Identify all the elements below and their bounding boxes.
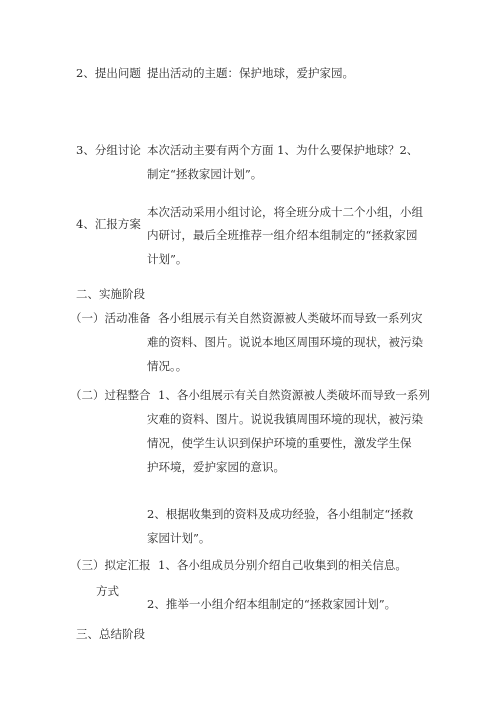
sub-text-line: 护环境，爱护家园的意识。	[147, 460, 285, 474]
item-text-line: 计划”。	[147, 252, 188, 266]
sub-text-line: 难的资料、图片。说说本地区周围环境的现状，被污染	[147, 335, 423, 349]
item-text-line: 本次活动主要有两个方面 1、为什么要保护地球？2、	[147, 143, 419, 157]
sub-label: （一）活动准备	[70, 311, 151, 325]
sub-label-continuation: 方式	[96, 584, 119, 598]
sub-text-line: 2、推举一小组介绍本组制定的“拯救家园计划”。	[147, 597, 397, 611]
item-text-line: 制定“拯救家园计划”。	[147, 167, 263, 181]
item-label: 4、汇报方案	[76, 217, 141, 231]
item-text-line: 内研讨，最后全班推荐一组介绍本组制定的“拯救家园	[147, 228, 418, 242]
item-text: 提出活动的主题：保护地球，爱护家园。	[147, 66, 354, 80]
sub-text-line: 2、根据收集到的资料及成功经验，各小组制定“拯救	[147, 507, 414, 521]
sub-text-line: 灾难的资料、图片。说说我镇周围环境的现状，被污染	[147, 412, 423, 426]
sub-text-line: 情况。。	[147, 359, 188, 373]
section-heading: 三、总结阶段	[76, 627, 145, 641]
item-label: 3、分组讨论	[76, 143, 141, 157]
sub-text-line: 情况，使学生认识到保护环境的重要性，激发学生保	[147, 436, 412, 450]
sub-text-line: 1、各小组展示有关自然资源被人类破坏而导致一系列	[158, 388, 430, 402]
sub-label: （二）过程整合	[70, 388, 151, 402]
item-text-line: 本次活动采用小组讨论，将全班分成十二个小组，小组	[147, 205, 423, 219]
sub-text-line: 1、各小组成员分别介绍自己收集到的相关信息。	[158, 558, 407, 572]
section-heading: 二、实施阶段	[76, 287, 145, 301]
item-label: 2、提出问题	[76, 66, 141, 80]
sub-text-line: 家园计划”。	[147, 531, 211, 545]
sub-label: （三）拟定汇报	[70, 558, 151, 572]
sub-text-line: 各小组展示有关自然资源被人类破坏而导致一系列灾	[158, 311, 423, 325]
